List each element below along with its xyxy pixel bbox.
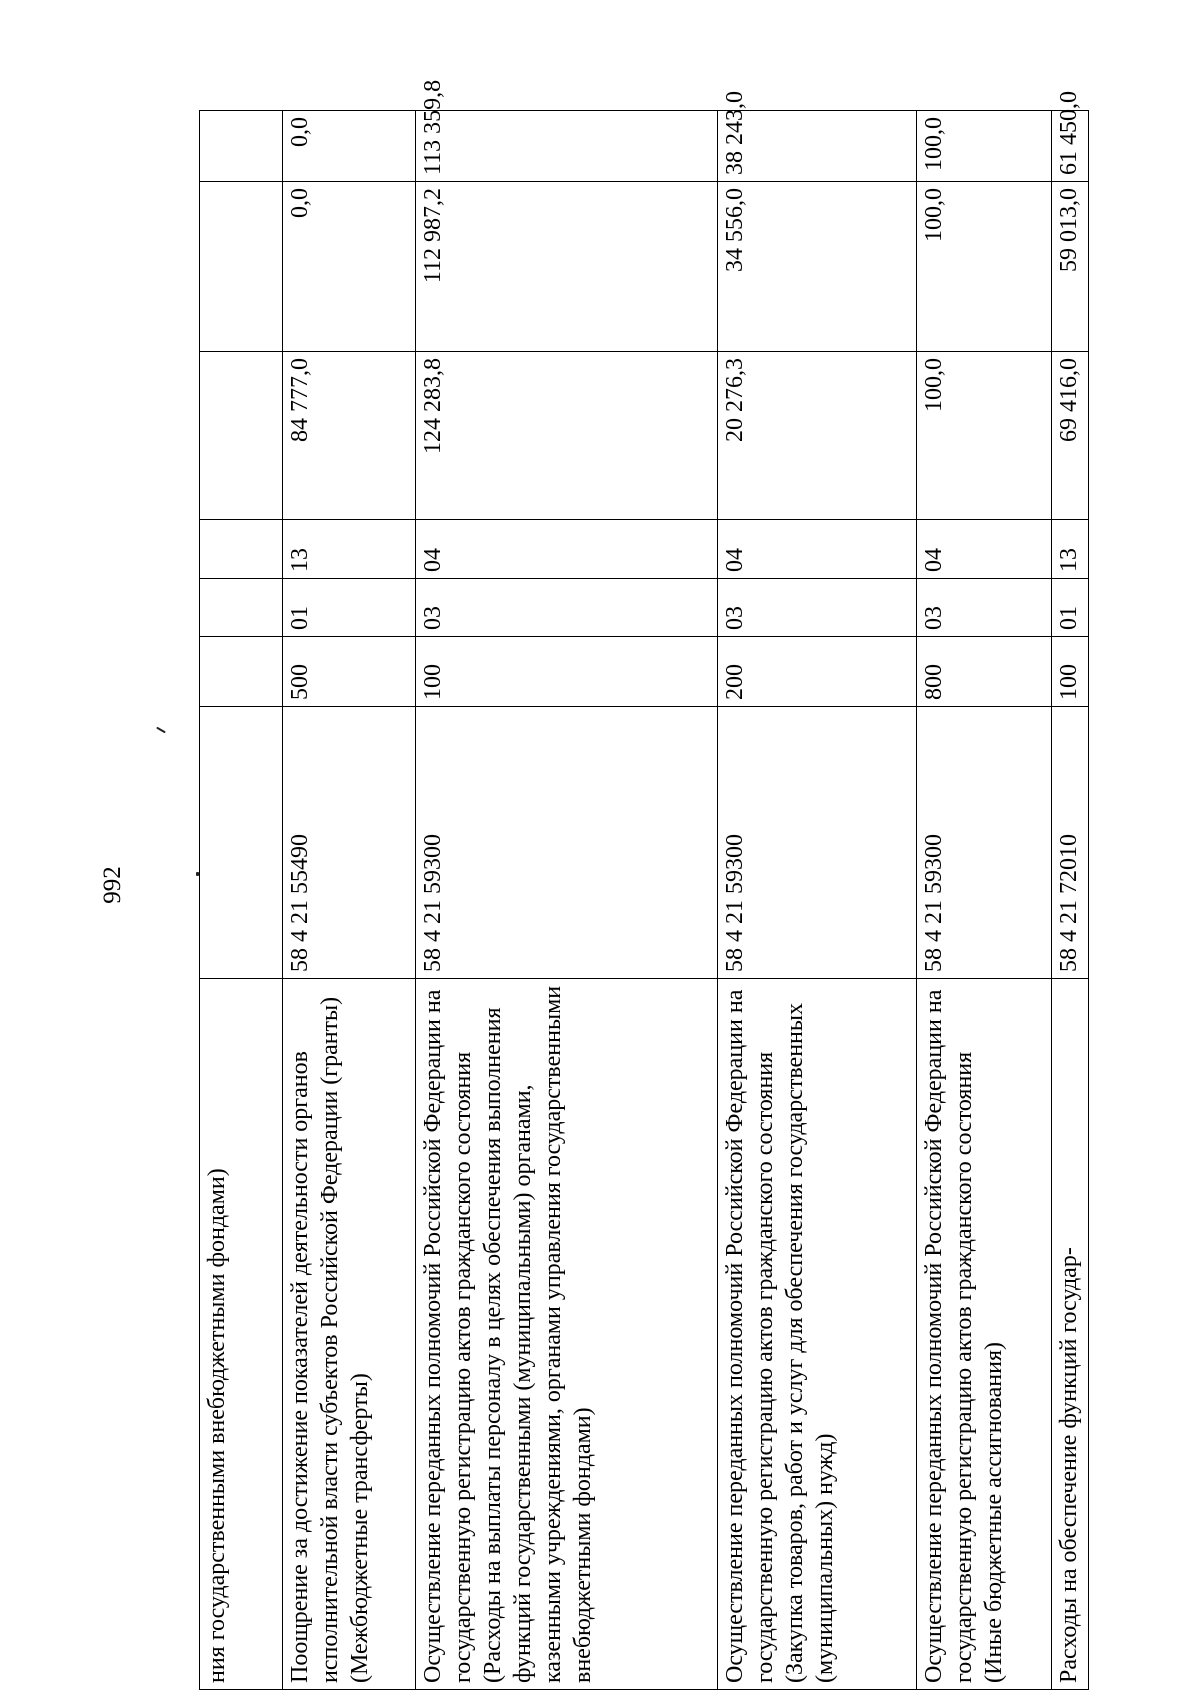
section-code-cell: 01 bbox=[1051, 579, 1089, 637]
amount-year2-cell bbox=[200, 182, 283, 352]
amount-year2-cell: 34 556,0 bbox=[717, 182, 916, 352]
section-code-cell: 03 bbox=[416, 579, 718, 637]
amount-year1-cell: 124 283,8 bbox=[416, 352, 718, 520]
amount-year2-cell: 112 987,2 bbox=[416, 182, 718, 352]
target-article-code-cell: 58 4 21 59300 bbox=[416, 707, 718, 979]
expense-name-cell: Поощрение за достижение показателей деятельности органов исполнительной власти субъектов Российской Федерации (гранты) (Межбюджетные трансферты) bbox=[283, 979, 416, 1690]
section-code-cell: 01 bbox=[283, 579, 416, 637]
expense-name-cell: Осуществление переданных полномочий Российской Федерации на государственную регистрацию актов гражданского состояния (Расходы на выплаты персоналу в целях обеспечения выполнения функций государственными (муниципальными) органами, казенными учреждениями, органами управления государственными внебюджетными фондами) bbox=[416, 979, 718, 1690]
expense-name-cell: ния государственными внебюджетными фондами) bbox=[200, 979, 283, 1690]
amount-year3-cell: 0,0 bbox=[283, 111, 416, 182]
table-row bbox=[200, 111, 283, 1690]
expense-type-code-cell: 100 bbox=[416, 637, 718, 707]
section-code-cell bbox=[200, 579, 283, 637]
amount-year1-cell: 100,0 bbox=[916, 352, 1051, 520]
amount-year3-cell bbox=[200, 111, 283, 182]
section-code-cell: 03 bbox=[717, 579, 916, 637]
amount-year2-cell: 59 013,0 bbox=[1051, 182, 1089, 352]
target-article-code-cell: 58 4 21 59300 bbox=[916, 707, 1051, 979]
subsection-code-cell: 13 bbox=[1051, 520, 1089, 579]
amount-year3-cell: 100,0 bbox=[916, 111, 1051, 182]
expense-name-cell: Осуществление переданных полномочий Российской Федерации на государственную регистрацию актов гражданского состояния (Иные бюджетные ассигнования) bbox=[916, 979, 1051, 1690]
expense-type-code-cell: 100 bbox=[1051, 637, 1089, 707]
expense-name-cell: Осуществление переданных полномочий Российской Федерации на государственную регистрацию актов гражданского состояния (Закупка товаров, работ и услуг для обеспечения государственных (муниципальных) нужд) bbox=[717, 979, 916, 1690]
scan-speck bbox=[156, 727, 166, 734]
amount-year3-cell: 61 450,0 bbox=[1051, 111, 1089, 182]
target-article-code-cell: 58 4 21 55490 bbox=[283, 707, 416, 979]
subsection-code-cell: 04 bbox=[916, 520, 1051, 579]
target-article-code-cell bbox=[200, 707, 283, 979]
table-row bbox=[1051, 111, 1089, 1690]
target-article-code-cell: 58 4 21 59300 bbox=[717, 707, 916, 979]
section-code-cell: 03 bbox=[916, 579, 1051, 637]
table-row bbox=[916, 111, 1051, 1690]
budget-table-rotated bbox=[199, 79, 1089, 1690]
amount-year1-cell: 84 777,0 bbox=[283, 352, 416, 520]
amount-year2-cell: 100,0 bbox=[916, 182, 1051, 352]
target-article-code-cell: 58 4 21 72010 bbox=[1051, 707, 1089, 979]
budget-table bbox=[199, 79, 1089, 1690]
amount-year1-cell: 69 416,0 bbox=[1051, 352, 1089, 520]
expense-type-code-cell: 500 bbox=[283, 637, 416, 707]
table-row bbox=[283, 111, 416, 1690]
expense-type-code-cell: 200 bbox=[717, 637, 916, 707]
page-number: 992 bbox=[99, 866, 126, 904]
amount-year2-cell: 0,0 bbox=[283, 182, 416, 352]
table-row bbox=[416, 111, 718, 1690]
subsection-code-cell: 13 bbox=[283, 520, 416, 579]
amount-year3-cell: 38 243,0 bbox=[717, 111, 916, 182]
amount-year1-cell bbox=[200, 352, 283, 520]
expense-type-code-cell: 800 bbox=[916, 637, 1051, 707]
expense-name-cell: Расходы на обеспечение функций государ- bbox=[1051, 979, 1089, 1690]
amount-year3-cell: 113 359,8 bbox=[416, 111, 718, 182]
subsection-code-cell bbox=[200, 520, 283, 579]
table-row bbox=[717, 111, 916, 1690]
subsection-code-cell: 04 bbox=[416, 520, 718, 579]
expense-type-code-cell bbox=[200, 637, 283, 707]
subsection-code-cell: 04 bbox=[717, 520, 916, 579]
amount-year1-cell: 20 276,3 bbox=[717, 352, 916, 520]
